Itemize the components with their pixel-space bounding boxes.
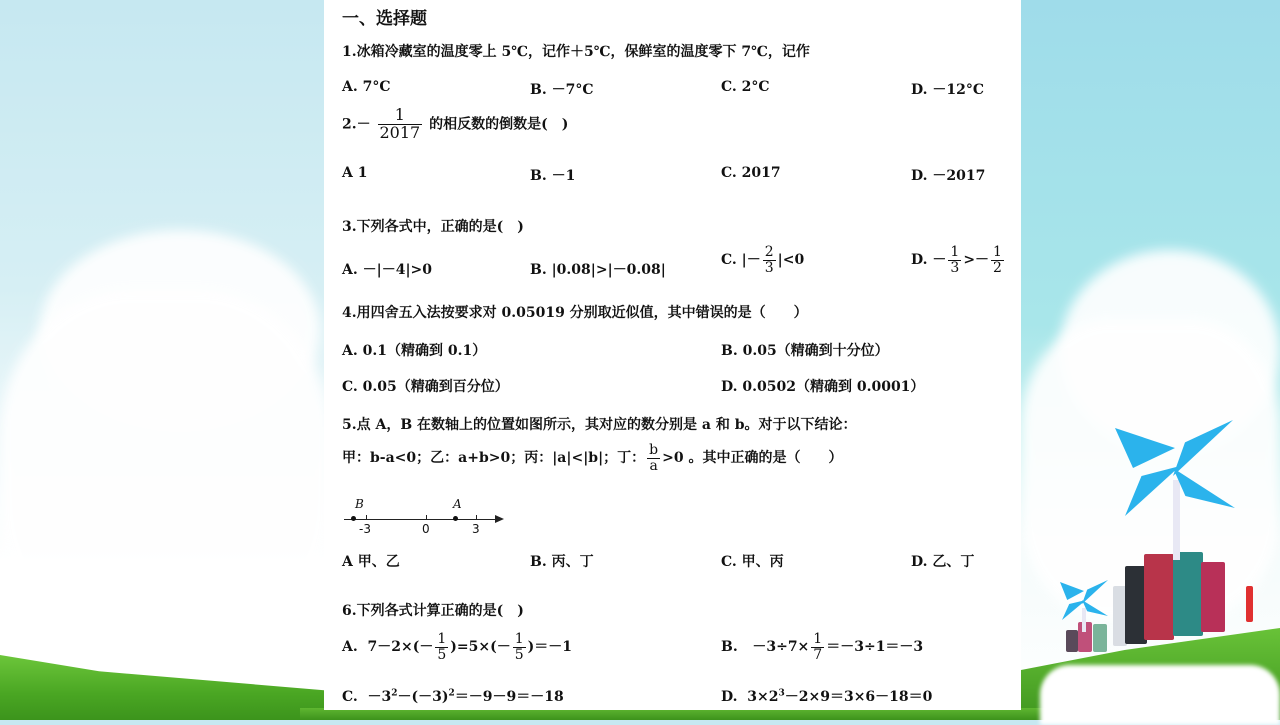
question-4-option-d: D. 0.0502（精确到 0.0001） bbox=[721, 379, 925, 395]
fraction-denominator: 5 bbox=[437, 646, 447, 663]
fraction-denominator: 3 bbox=[950, 259, 960, 276]
fraction-denominator: 7 bbox=[813, 646, 823, 663]
question-4-option-c: C. 0.05（精确到百分位） bbox=[342, 379, 509, 395]
point-a-dot bbox=[453, 516, 458, 521]
number-line-figure bbox=[342, 496, 512, 541]
exponent: 3 bbox=[778, 688, 785, 699]
background-cloud bbox=[0, 290, 330, 650]
question-1-stem: 1.冰箱冷藏室的温度零上 5℃，记作＋5℃，保鲜室的温度零下 7℃，记作 bbox=[342, 44, 810, 60]
exponent: 2 bbox=[391, 688, 398, 699]
question-3-option-d bbox=[911, 245, 1006, 275]
question-3-stem: 3.下列各式中，正确的是( ) bbox=[342, 219, 524, 235]
tick-label: -3 bbox=[359, 522, 371, 536]
option-text: 7－2×(－ bbox=[367, 639, 434, 656]
question-6-option-a bbox=[342, 632, 572, 662]
question-2-option-a: A 1 bbox=[342, 165, 368, 181]
section-title: 一、选择题 bbox=[342, 9, 427, 29]
option-text: >－ bbox=[963, 252, 990, 269]
question-3-option-b: B. |0.08|>|－0.08| bbox=[530, 262, 666, 278]
conclusions-text: >0 。其中正确的是（ ） bbox=[662, 450, 843, 467]
question-6-option-c bbox=[342, 686, 564, 706]
tick-mark bbox=[476, 515, 477, 519]
tick-mark bbox=[366, 515, 367, 519]
option-text: ＝－3÷1＝－3 bbox=[826, 639, 924, 656]
exam-page bbox=[324, 0, 1021, 710]
fraction-numerator: 1 bbox=[394, 105, 405, 124]
decor-pinwheel-small bbox=[1060, 580, 1108, 630]
question-6-option-d bbox=[721, 686, 932, 706]
background-cloud-bottom bbox=[1040, 665, 1280, 725]
tick-label: 3 bbox=[472, 522, 480, 536]
question-6-stem: 6.下列各式计算正确的是( ) bbox=[342, 603, 524, 619]
fraction bbox=[513, 632, 526, 662]
exponent: 2 bbox=[448, 688, 455, 699]
decor-book bbox=[1144, 554, 1174, 640]
fraction-numerator: 1 bbox=[993, 244, 1002, 260]
option-text: ＝－9－9＝－18 bbox=[454, 689, 564, 705]
question-2-prefix: 2.－ bbox=[342, 116, 371, 133]
fraction bbox=[811, 632, 824, 662]
fraction bbox=[763, 245, 776, 275]
decor-pencil bbox=[1246, 586, 1253, 622]
fraction-denominator: 3 bbox=[764, 259, 774, 276]
option-label: A. bbox=[342, 639, 358, 656]
question-4-stem: 4.用四舍五入法按要求对 0.05019 分别取近似值，其中错误的是（ ） bbox=[342, 305, 808, 321]
number-line-axis bbox=[344, 519, 500, 520]
option-label: D. bbox=[721, 689, 738, 705]
fraction-numerator: 1 bbox=[813, 631, 823, 647]
fraction-denominator: 5 bbox=[514, 646, 524, 663]
fraction-denominator: a bbox=[647, 458, 660, 474]
question-5-stem: 5.点 A，B 在数轴上的位置如图所示，其对应的数分别是 a 和 b。对于以下结论： bbox=[342, 417, 857, 433]
arrow-right-icon bbox=[495, 515, 504, 523]
question-2-suffix: 的相反数的倒数是( ) bbox=[429, 116, 569, 133]
option-text: |<0 bbox=[777, 252, 805, 269]
option-text: )＝－1 bbox=[527, 639, 573, 656]
fraction-numerator: 1 bbox=[950, 244, 960, 260]
question-4-option-a: A. 0.1（精确到 0.1） bbox=[342, 343, 487, 359]
question-3-option-c bbox=[721, 245, 804, 275]
point-b-label: B bbox=[355, 497, 364, 511]
question-4-option-b: B. 0.05（精确到十分位） bbox=[721, 343, 889, 359]
fraction bbox=[948, 245, 961, 275]
fraction bbox=[435, 632, 448, 662]
fraction bbox=[378, 107, 423, 142]
fraction-denominator: 2017 bbox=[379, 122, 421, 142]
question-1-option-a: A. 7°C bbox=[342, 79, 391, 95]
option-text: C. |－ bbox=[721, 252, 761, 269]
tick-mark bbox=[426, 515, 427, 519]
question-5-option-d: D. 乙、丁 bbox=[911, 554, 975, 570]
question-3-option-a: A. －|－4|>0 bbox=[342, 262, 433, 278]
fraction-numerator: 1 bbox=[437, 631, 447, 647]
question-5-option-c: C. 甲、丙 bbox=[721, 554, 784, 570]
option-label: C. bbox=[342, 689, 358, 705]
tick-label: 0 bbox=[422, 522, 430, 536]
fraction bbox=[991, 245, 1004, 275]
fraction-numerator: b bbox=[649, 442, 659, 458]
question-5-option-a: A 甲、乙 bbox=[342, 554, 400, 570]
decor-book bbox=[1201, 562, 1225, 632]
question-5-option-b: B. 丙、丁 bbox=[530, 554, 594, 570]
conclusions-text: 甲：b-a<0；乙：a+b>0；丙：|a|<|b|；丁： bbox=[342, 450, 646, 467]
question-2-option-d: D. －2017 bbox=[911, 168, 986, 184]
question-6-option-b bbox=[721, 632, 923, 662]
decor-pinwheel-large bbox=[1115, 420, 1240, 560]
fraction-numerator: 2 bbox=[764, 244, 774, 260]
question-2-option-b: B. －1 bbox=[530, 168, 576, 184]
fraction-numerator: 1 bbox=[514, 631, 524, 647]
background-grass-left bbox=[0, 655, 330, 720]
fraction bbox=[647, 443, 660, 473]
decor-book bbox=[1066, 630, 1078, 652]
question-2-option-c: C. 2017 bbox=[721, 165, 781, 181]
option-text: )=5×(－ bbox=[450, 639, 511, 656]
point-b-dot bbox=[351, 516, 356, 521]
option-label: B. bbox=[721, 639, 738, 656]
question-2-stem bbox=[342, 107, 568, 142]
question-1-option-b: B. －7°C bbox=[530, 82, 594, 98]
option-text: －2×9＝3×6－18＝0 bbox=[784, 689, 933, 705]
question-5-conclusions bbox=[342, 443, 843, 473]
option-text: －(－3) bbox=[397, 689, 449, 705]
decor-book bbox=[1173, 552, 1203, 636]
option-text: －3÷7× bbox=[752, 639, 810, 656]
option-text: －3 bbox=[367, 689, 392, 705]
point-a-label: A bbox=[453, 497, 462, 511]
option-text: 3×2 bbox=[747, 689, 779, 705]
question-1-option-d: D. －12°C bbox=[911, 82, 985, 98]
option-text: D. － bbox=[911, 252, 947, 269]
fraction-denominator: 2 bbox=[993, 259, 1002, 276]
question-1-option-c: C. 2°C bbox=[721, 79, 770, 95]
